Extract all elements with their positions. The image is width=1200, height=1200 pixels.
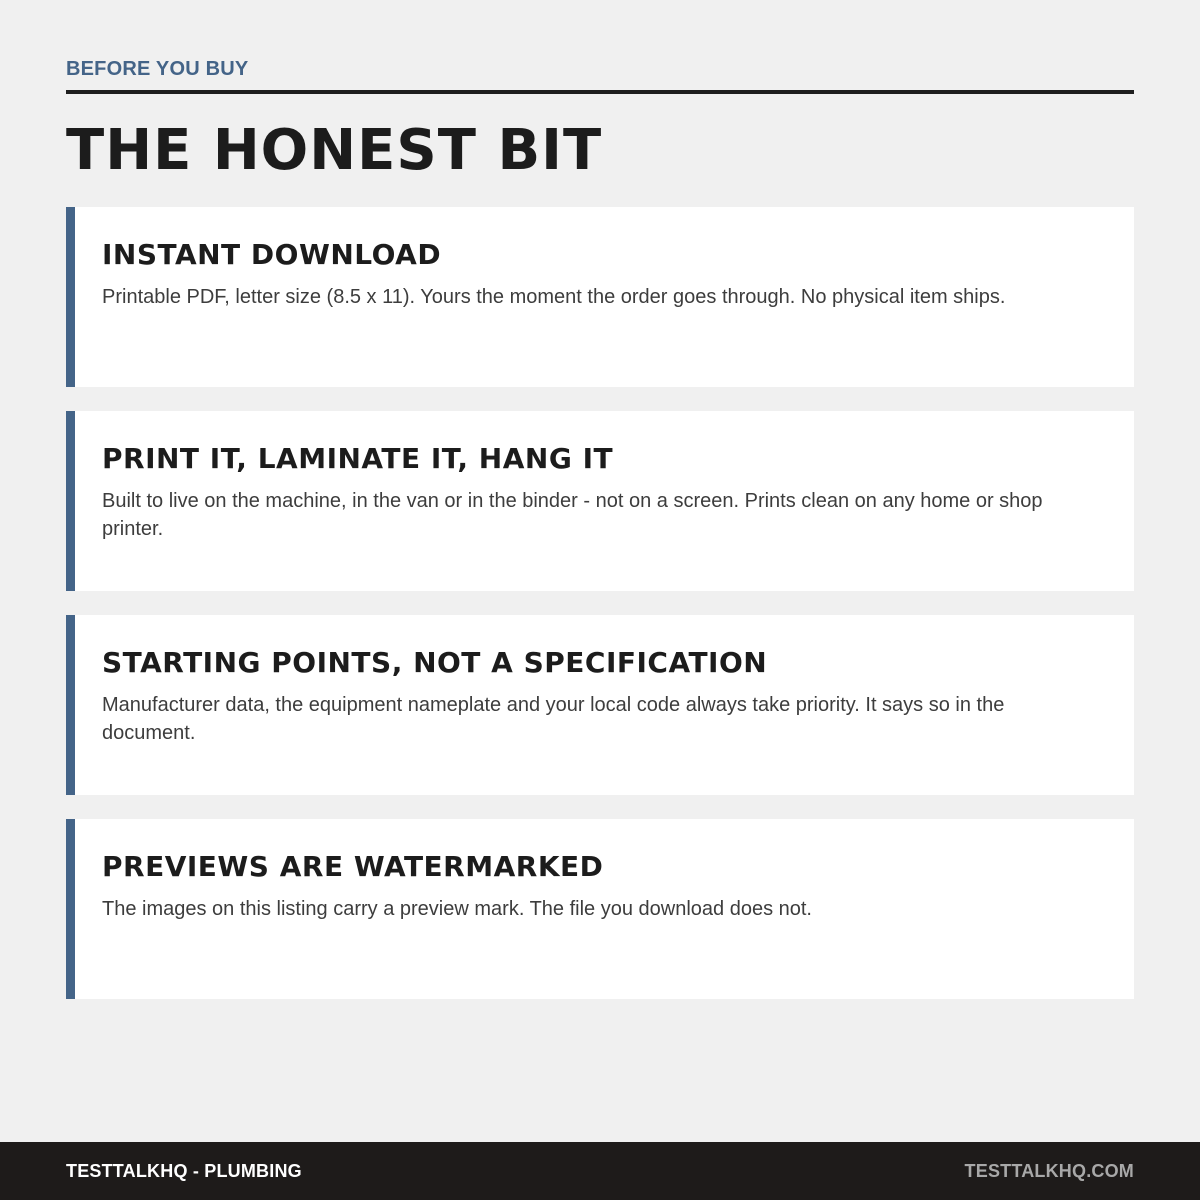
card-title: INSTANT DOWNLOAD [102,238,442,271]
footer-site-link: TESTTALKHQ.COM [964,1161,1134,1181]
eyebrow-label: BEFORE YOU BUY [66,58,249,80]
card-body: Manufacturer data, the equipment nameplate and your local code always take priority. It says so in the document. [102,694,1005,744]
page-title: THE HONEST BIT [66,118,603,183]
card-title: PRINT IT, LAMINATE IT, HANG IT [102,442,614,475]
card-body: Built to live on the machine, in the van or in the binder - not on a screen. Prints clean on any home or shop printer. [102,490,1043,540]
card-title: STARTING POINTS, NOT A SPECIFICATION [102,646,768,679]
footer-brand: TESTTALKHQ - PLUMBING [66,1161,302,1181]
info-card-instant-download [66,207,1134,387]
info-card-starting-points [66,615,1134,795]
footer-bar [0,1142,1200,1200]
info-card-list [66,207,1134,1023]
card-body: The images on this listing carry a preview mark. The file you download does not. [102,898,812,920]
info-card-previews-watermarked [66,819,1134,999]
header-divider [66,90,1134,94]
card-body: Printable PDF, letter size (8.5 x 11). Yours the moment the order goes through. No physical item ships. [102,286,1006,308]
info-card-print-laminate-hang [66,411,1134,591]
card-title: PREVIEWS ARE WATERMARKED [102,850,604,883]
